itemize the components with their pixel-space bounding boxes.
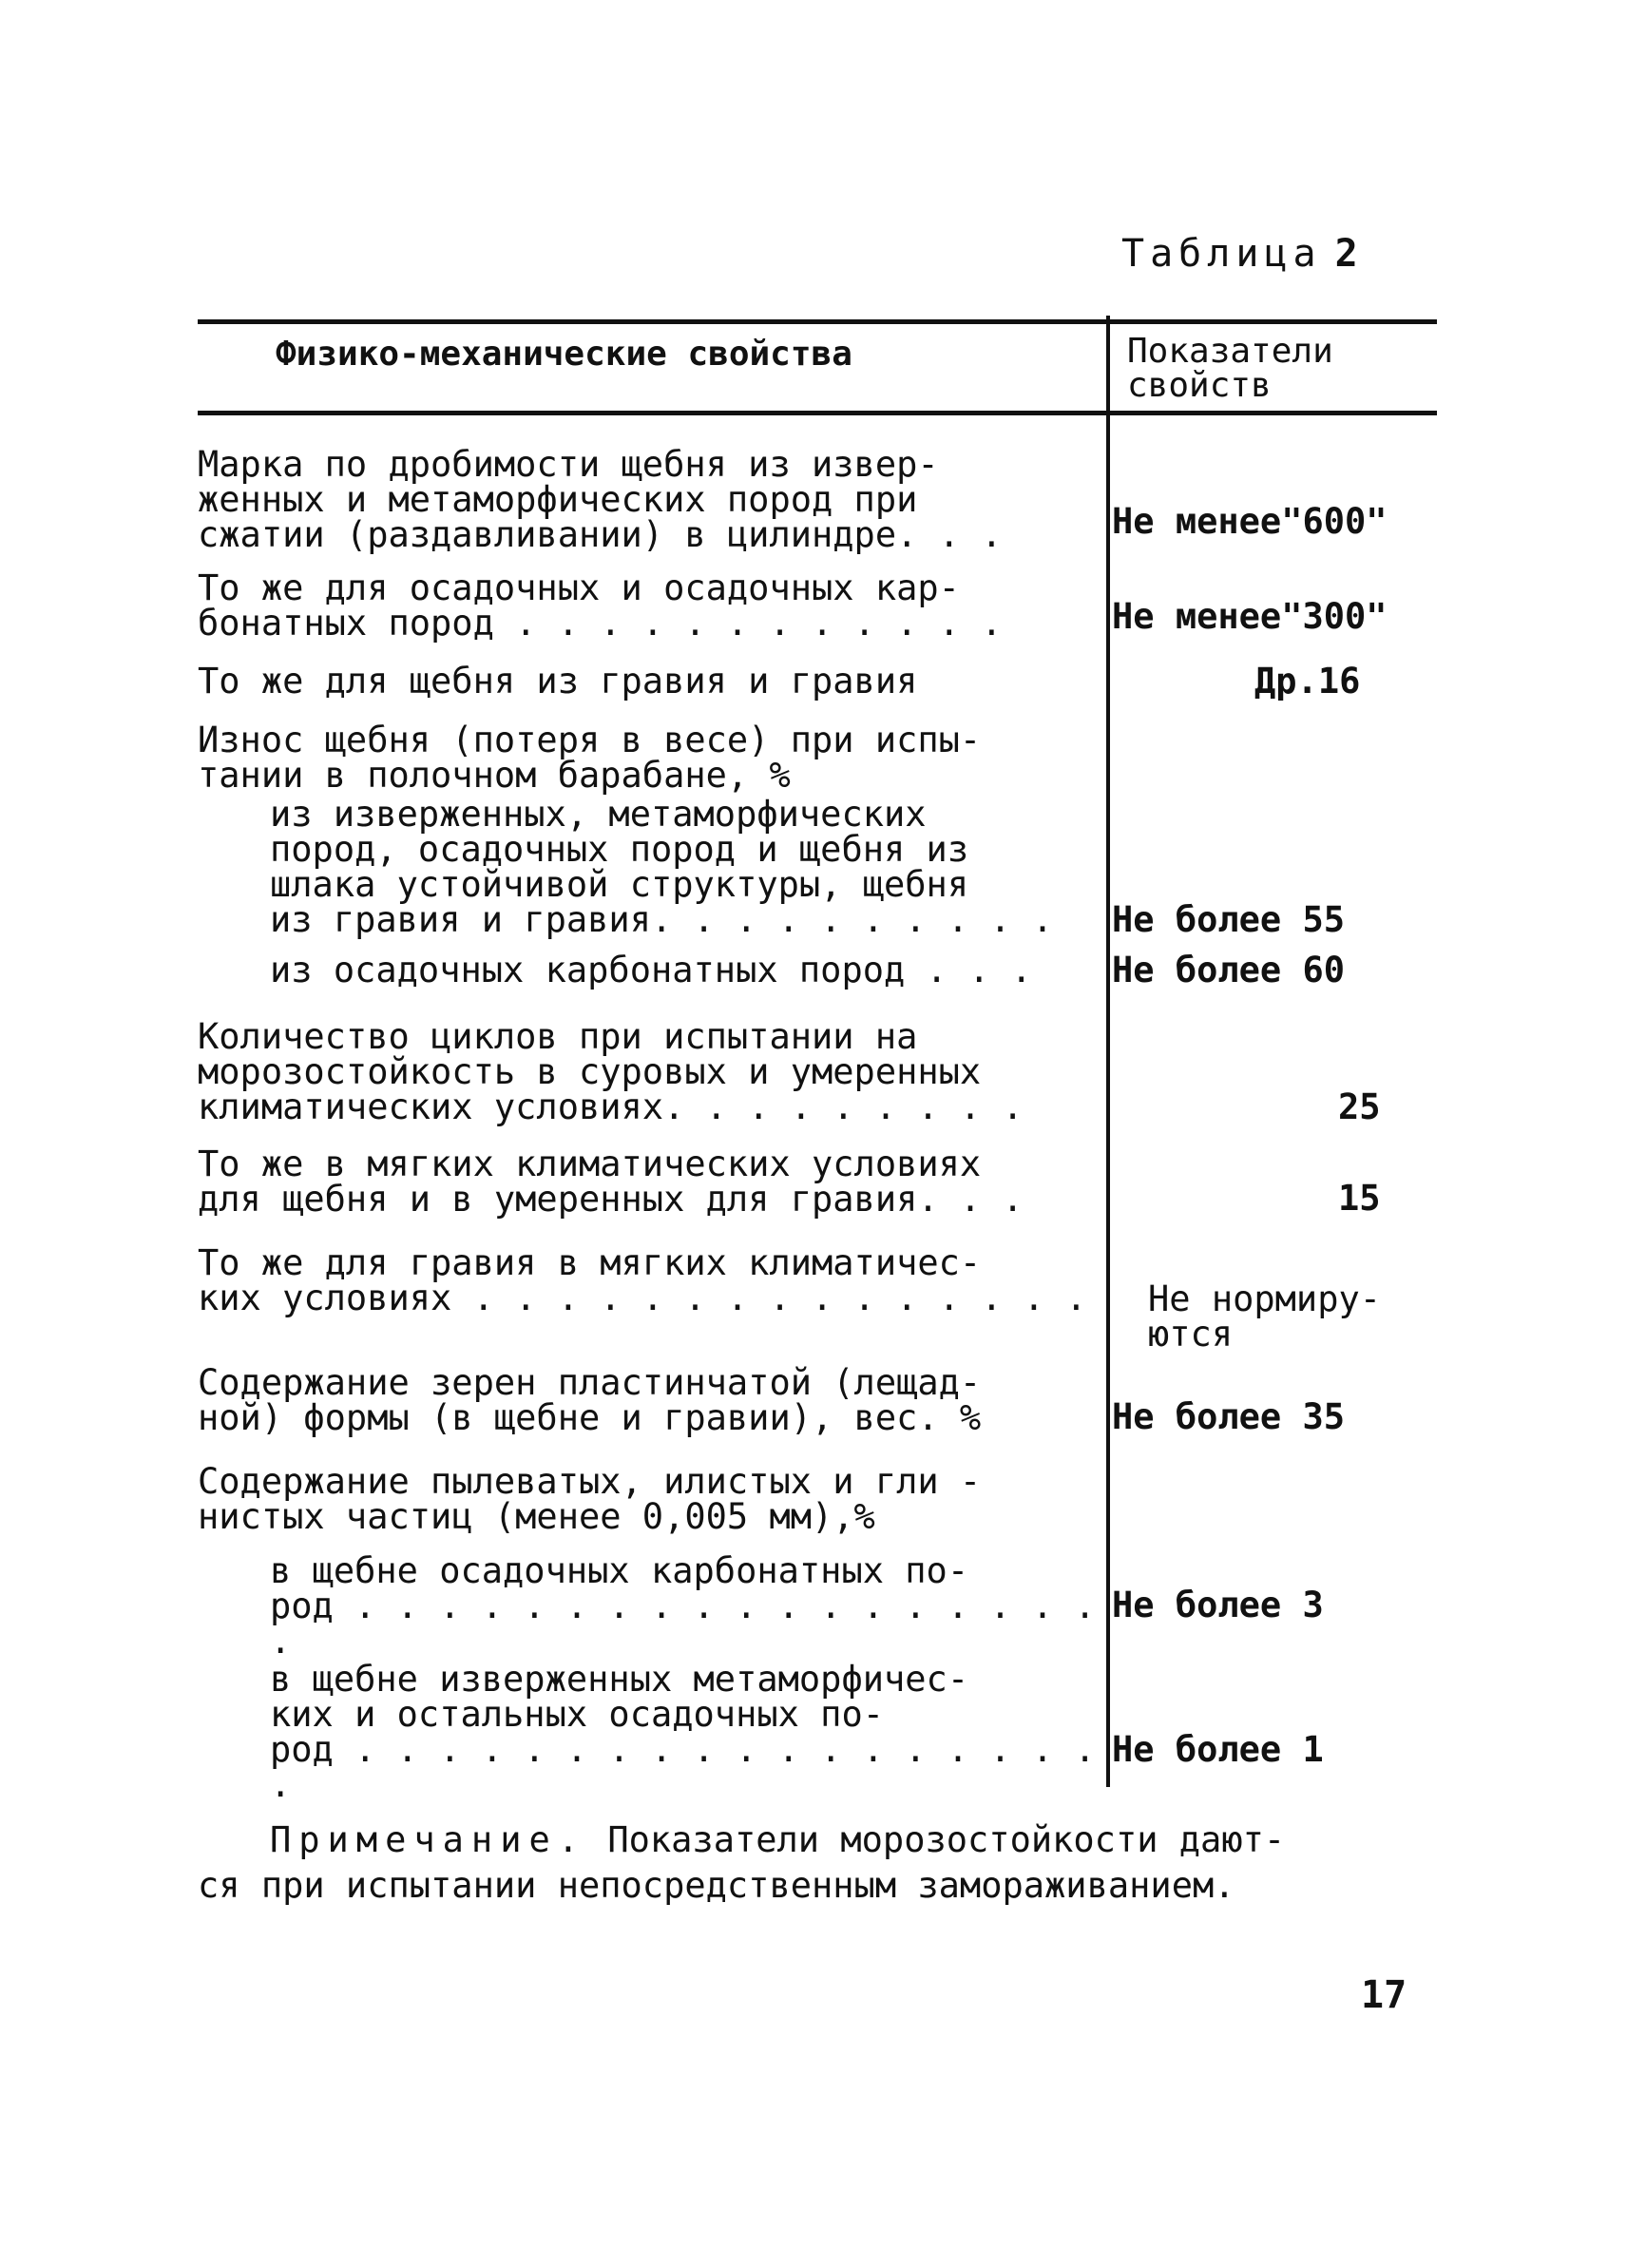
- property-cell: Содержание зерен пластинчатой (лещад- ной) формы (в щебне и гравии), вес. %: [198, 1362, 982, 1438]
- value-cell: 15: [1338, 1178, 1381, 1219]
- property-cell: Количество циклов при испытании на морозостойкость в суровых и умеренных климатических условиях. . . . . . . . .: [198, 1016, 1024, 1127]
- value-cell: Не более 60: [1112, 950, 1346, 990]
- table-header-rule: [198, 411, 1437, 415]
- property-cell: в щебне изверженных метаморфичес- ких и остальных осадочных по- род . . . . . . . . . . . . . . . . . . .: [270, 1659, 1096, 1805]
- property-cell: из изверженных, метаморфических пород, осадочных пород и щебня из шлака устойчивой структуры, щебня из гравия и гравия. . . . . . . . . .: [270, 794, 1054, 940]
- value-cell: 25: [1338, 1086, 1381, 1127]
- property-cell: из осадочных карбонатных пород . . .: [270, 950, 1032, 990]
- value-cell: Не более 1: [1112, 1729, 1324, 1770]
- header-values: [1127, 332, 1333, 405]
- property-cell: То же для осадочных и осадочных кар- бонатных пород . . . . . . . . . . . .: [198, 567, 1003, 644]
- note-text: Показатели морозостойкости дают- ся при испытании непосредственным замораживанием.: [198, 1819, 1286, 1906]
- header-values-text: Показатели свойств: [1127, 332, 1333, 405]
- value-cell: Не более 35: [1112, 1396, 1346, 1437]
- header-properties: Физико-механические свойства: [276, 335, 852, 374]
- property-cell: То же для гравия в мягких климатичес- ких условиях . . . . . . . . . . . . . . .: [198, 1242, 1087, 1318]
- note-label: Примечание.: [270, 1819, 587, 1860]
- page-number: 17: [1361, 1973, 1407, 2017]
- value-cell: Не менее"600": [1112, 501, 1388, 542]
- property-cell: в щебне осадочных карбонатных по- род . . . . . . . . . . . . . . . . . . .: [270, 1550, 1096, 1662]
- value-cell: Не менее"300": [1112, 596, 1388, 637]
- table-title-word: Таблица: [1121, 232, 1322, 276]
- property-cell: Износ щебня (потеря в весе) при испы- тании в полочном барабане, %: [198, 720, 982, 796]
- value-cell: Не нормиру- ются: [1148, 1278, 1382, 1355]
- property-cell: Марка по дробимости щебня из извер- женных и метаморфических пород при сжатии (раздавливании) в цилиндре. . .: [198, 444, 1003, 555]
- table-title: [1121, 232, 1358, 276]
- table-note: [198, 1817, 1433, 1909]
- value-cell: Не более 55: [1112, 899, 1346, 940]
- property-cell: То же в мягких климатических условиях для щебня и в умеренных для гравия. . .: [198, 1144, 1024, 1220]
- value-cell: Не более 3: [1112, 1585, 1324, 1625]
- table-title-number: 2: [1334, 232, 1358, 276]
- property-cell: Содержание пылеватых, илистых и гли - нистых частиц (менее 0,005 мм),%: [198, 1461, 982, 1537]
- value-cell: Др.16: [1254, 661, 1361, 702]
- table-column-divider: [1106, 316, 1110, 1787]
- table-top-rule: [198, 319, 1437, 324]
- property-cell: То же для щебня из гравия и гравия: [198, 661, 918, 702]
